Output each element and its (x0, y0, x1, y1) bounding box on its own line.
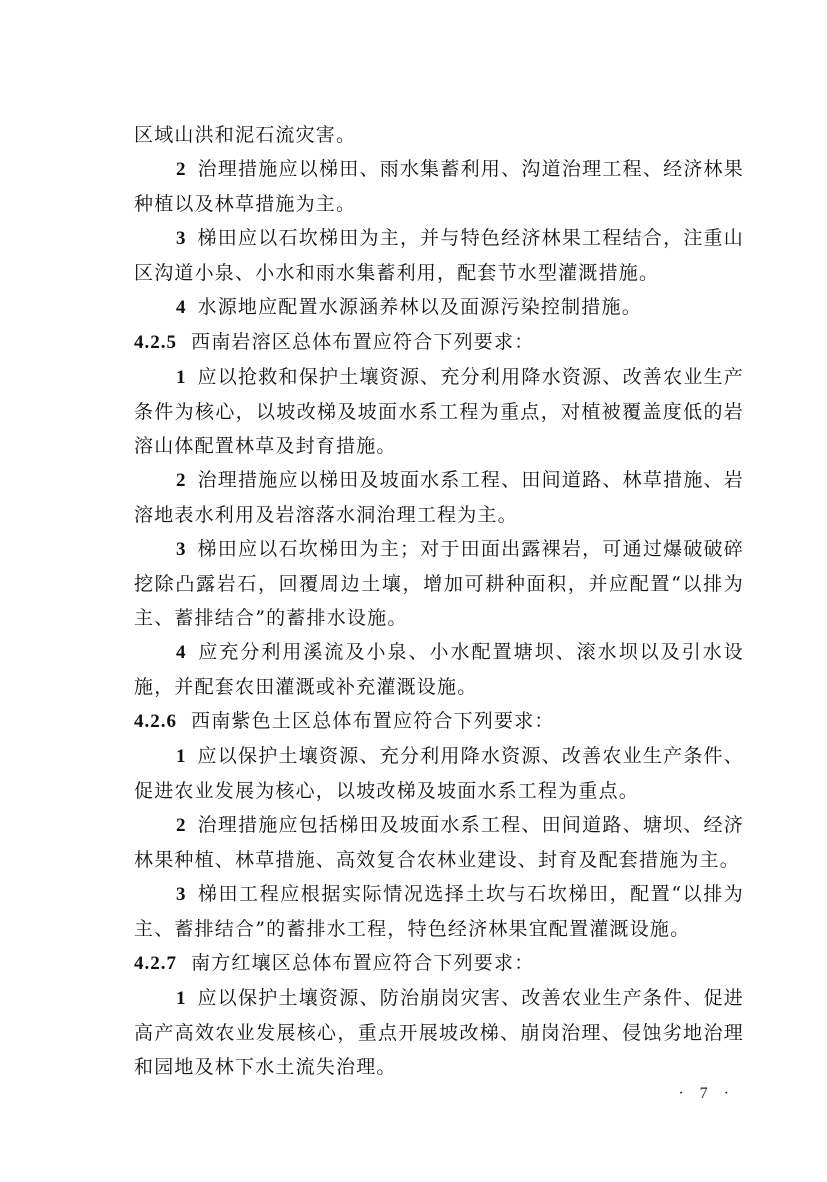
item-text: 梯田工程应根据实际情况选择土坎与石坎梯田，配置“以排为主、蓄排结合”的蓄排水工程，特色经济林果宜配置灌溉设施。 (134, 883, 744, 940)
clause-number: 4.2.5 (134, 332, 177, 353)
clause-text: 西南紫色土区总体布置应符合下列要求： (191, 710, 555, 732)
list-item (134, 463, 744, 532)
page-number: · 7 · (678, 1085, 735, 1102)
list-item (134, 739, 744, 808)
item-number: 2 (176, 815, 186, 836)
clause-text: 西南岩溶区总体布置应符合下列要求： (191, 331, 535, 353)
item-number: 2 (176, 159, 186, 180)
item-text: 应以保护土壤资源、防治崩岗灾害、改善农业生产条件、促进高产高效农业发展核心，重点开展坡改梯、崩岗治理、侵蚀劣地治理和园地及林下水土流失治理。 (134, 987, 744, 1078)
item-text: 应以保护土壤资源、充分利用降水资源、改善农业生产条件、促进农业发展为核心，以坡改梯及坡面水系工程为重点。 (134, 745, 744, 802)
item-number: 1 (176, 746, 186, 767)
list-item (134, 877, 744, 946)
clause-heading (134, 325, 744, 360)
list-item (134, 635, 744, 704)
list-item (134, 981, 744, 1084)
list-item (134, 808, 744, 877)
clause-text: 南方红壤区总体布置应符合下列要求： (191, 952, 535, 974)
item-number: 1 (176, 367, 186, 388)
item-number: 3 (176, 884, 186, 905)
list-item (134, 360, 744, 463)
clause-number: 4.2.7 (134, 953, 177, 974)
item-text: 应充分利用溪流及小泉、小水配置塘坝、滚水坝以及引水设施，并配套农田灌溉或补充灌溉设施。 (134, 641, 744, 698)
item-text: 应以抢救和保护土壤资源、充分利用降水资源、改善农业生产条件为核心，以坡改梯及坡面水系工程为重点，对植被覆盖度低的岩溶山体配置林草及封育措施。 (134, 366, 744, 457)
item-text: 治理措施应以梯田及坡面水系工程、田间道路、林草措施、岩溶地表水利用及岩溶落水洞治理工程为主。 (134, 469, 744, 526)
item-number: 3 (176, 228, 186, 249)
item-number: 1 (176, 988, 186, 1009)
item-number: 4 (176, 642, 186, 663)
paragraph-text: 区域山洪和泥石流灾害。 (134, 124, 357, 146)
item-number: 2 (176, 470, 186, 491)
clause-heading (134, 704, 744, 739)
clause-number: 4.2.6 (134, 711, 177, 732)
item-text: 水源地应配置水源涵养林以及面源污染控制措施。 (197, 296, 642, 318)
list-item (134, 221, 744, 290)
item-number: 3 (176, 539, 186, 560)
list-item (134, 152, 744, 221)
item-text: 梯田应以石坎梯田为主，并与特色经济林果工程结合，注重山区沟道小泉、小水和雨水集蓄利用，配套节水型灌溉措施。 (134, 227, 744, 284)
item-text: 治理措施应以梯田、雨水集蓄利用、沟道治理工程、经济林果种植以及林草措施为主。 (134, 158, 744, 215)
paragraph-continuation (134, 118, 744, 152)
item-text: 治理措施应包括梯田及坡面水系工程、田间道路、塘坝、经济林果种植、林草措施、高效复合农林业建设、封育及配套措施为主。 (134, 814, 744, 871)
item-number: 4 (176, 297, 186, 318)
item-text: 梯田应以石坎梯田为主；对于田面出露裸岩，可通过爆破破碎挖除凸露岩石，回覆周边土壤，增加可耕种面积，并应配置“以排为主、蓄排结合”的蓄排水设施。 (134, 538, 744, 629)
document-body (134, 118, 744, 1084)
list-item (134, 532, 744, 635)
clause-heading (134, 946, 744, 981)
list-item (134, 290, 744, 325)
